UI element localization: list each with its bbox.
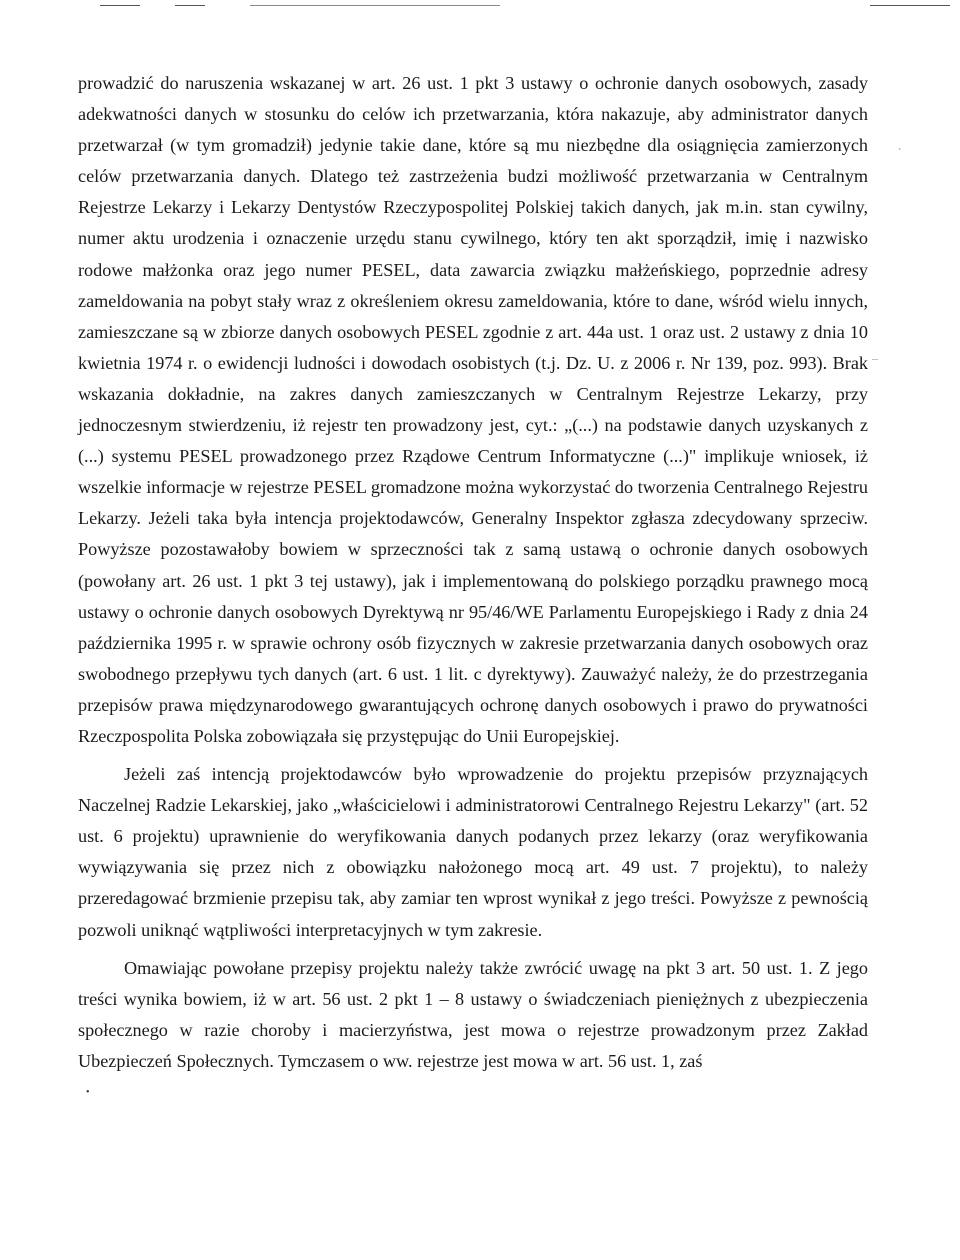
scan-artifact-line [250,5,500,6]
scan-artifact-line [100,5,140,6]
scan-speck: ˋ [898,148,902,159]
paragraph: Omawiając powołane przepisy projektu należy także zwrócić uwagę na pkt 3 art. 50 ust. 1. Z jego treści wynika bowiem, iż w art. 56 ust. 2 pkt 1 – 8 ustawy o świadczeniach pieniężnych z ubezpieczenia społecznego w razie choroby i macierzyństwa, jest mowa o rejestrze prowadzonym przez Zakład Ubezpieczeń Społecznych. Tymczasem o ww. rejestrze jest mowa w art. 56 ust. 1, zaś [78,957,868,1071]
scan-speck: – [872,351,878,365]
document-body [78,68,868,1077]
scan-artifact-line [870,5,950,6]
scan-artifact-line [175,5,205,6]
scan-speck: • [86,1087,90,1098]
paragraph: Jeżeli zaś intencją projektodawców było wprowadzenie do projektu przepisów przyznających Naczelnej Radzie Lekarskiej, jako „właścicielowi i administratorowi Centralnego Rejestru Lekarzy" (art. 52 ust. 6 projektu) uprawnienie do weryfikowania danych podanych przez lekarzy (oraz weryfikowania wywiązywania się przez nich z obowiązku nałożonego mocą art. 49 ust. 7 projektu), to należy przeredagować brzmienie przepisu tak, aby zamiar ten wprost wynikał z jego treści. Powyższe z pewnością pozwoli uniknąć wątpliwości interpretacyjnych w tym zakresie. [78,764,868,940]
paragraph: prowadzić do naruszenia wskazanej w art. 26 ust. 1 pkt 3 ustawy o ochronie danych osobowych, zasady adekwatności danych w stosunku do celów ich przetwarzania, która nakazuje, aby administrator danych przetwarzał (w tym gromadził) jedynie takie dane, które są mu niezbędne dla osiągnięcia zamierzonych celów przetwarzania danych. Dlatego też zastrzeżenia budzi możliwość przetwarzania w Centralnym Rejestrze Lekarzy i Lekarzy Dentystów Rzeczypospolitej Polskiej takich danych, jak m.in. stan cywilny, numer aktu urodzenia i oznaczenie urzędu stanu cywilnego, który ten akt sporządził, imię i nazwisko rodowe małżonka oraz jego numer PESEL, data zawarcia związku małżeńskiego, poprzednie adresy zameldowania na pobyt stały wraz z określeniem okresu zameldowania, które to dane, wśród wielu innych, zamieszczane są w zbiorze danych osobowych PESEL zgodnie z art. 44a ust. 1 oraz ust. 2 ustawy z dnia 10 kwietnia 1974 r. o ewidencji ludności i dowodach osobistych (t.j. Dz. U. z 2006 r. Nr 139, poz. 993). Brak wskazania dokładnie, na zakres danych zamieszczanych w Centralnym Rejestrze Lekarzy, przy jednoczesnym stwierdzeniu, iż rejestr ten prowadzony jest, cyt.: „(...) na podstawie danych uzyskanych z (...) systemu PESEL prowadzonego przez Rządowe Centrum Informatyczne (...)" implikuje wniosek, iż wszelkie informacje w rejestrze PESEL gromadzone można wykorzystać do tworzenia Centralnego Rejestru Lekarzy. Jeżeli taka była intencja projektodawców, Generalny Inspektor zgłasza zdecydowany sprzeciw. Powyższe pozostawałoby bowiem w sprzeczności tak z samą ustawą o ochronie danych osobowych (powołany art. 26 ust. 1 pkt 3 tej ustawy), jak i implementowaną do polskiego porządku prawnego mocą ustawy o ochronie danych osobowych Dyrektywą nr 95/46/WE Parlamentu Europejskiego i Rady z dnia 24 października 1995 r. w sprawie ochrony osób fizycznych w zakresie przetwarzania danych osobowych oraz swobodnego przepływu tych danych (art. 6 ust. 1 lit. c dyrektywy). Zauważyć należy, że do przestrzegania przepisów prawa międzynarodowego gwarantujących ochronę danych osobowych i prawo do prywatności Rzeczpospolita Polska zobowiązała się przystępując do Unii Europejskiej. [78,73,868,746]
